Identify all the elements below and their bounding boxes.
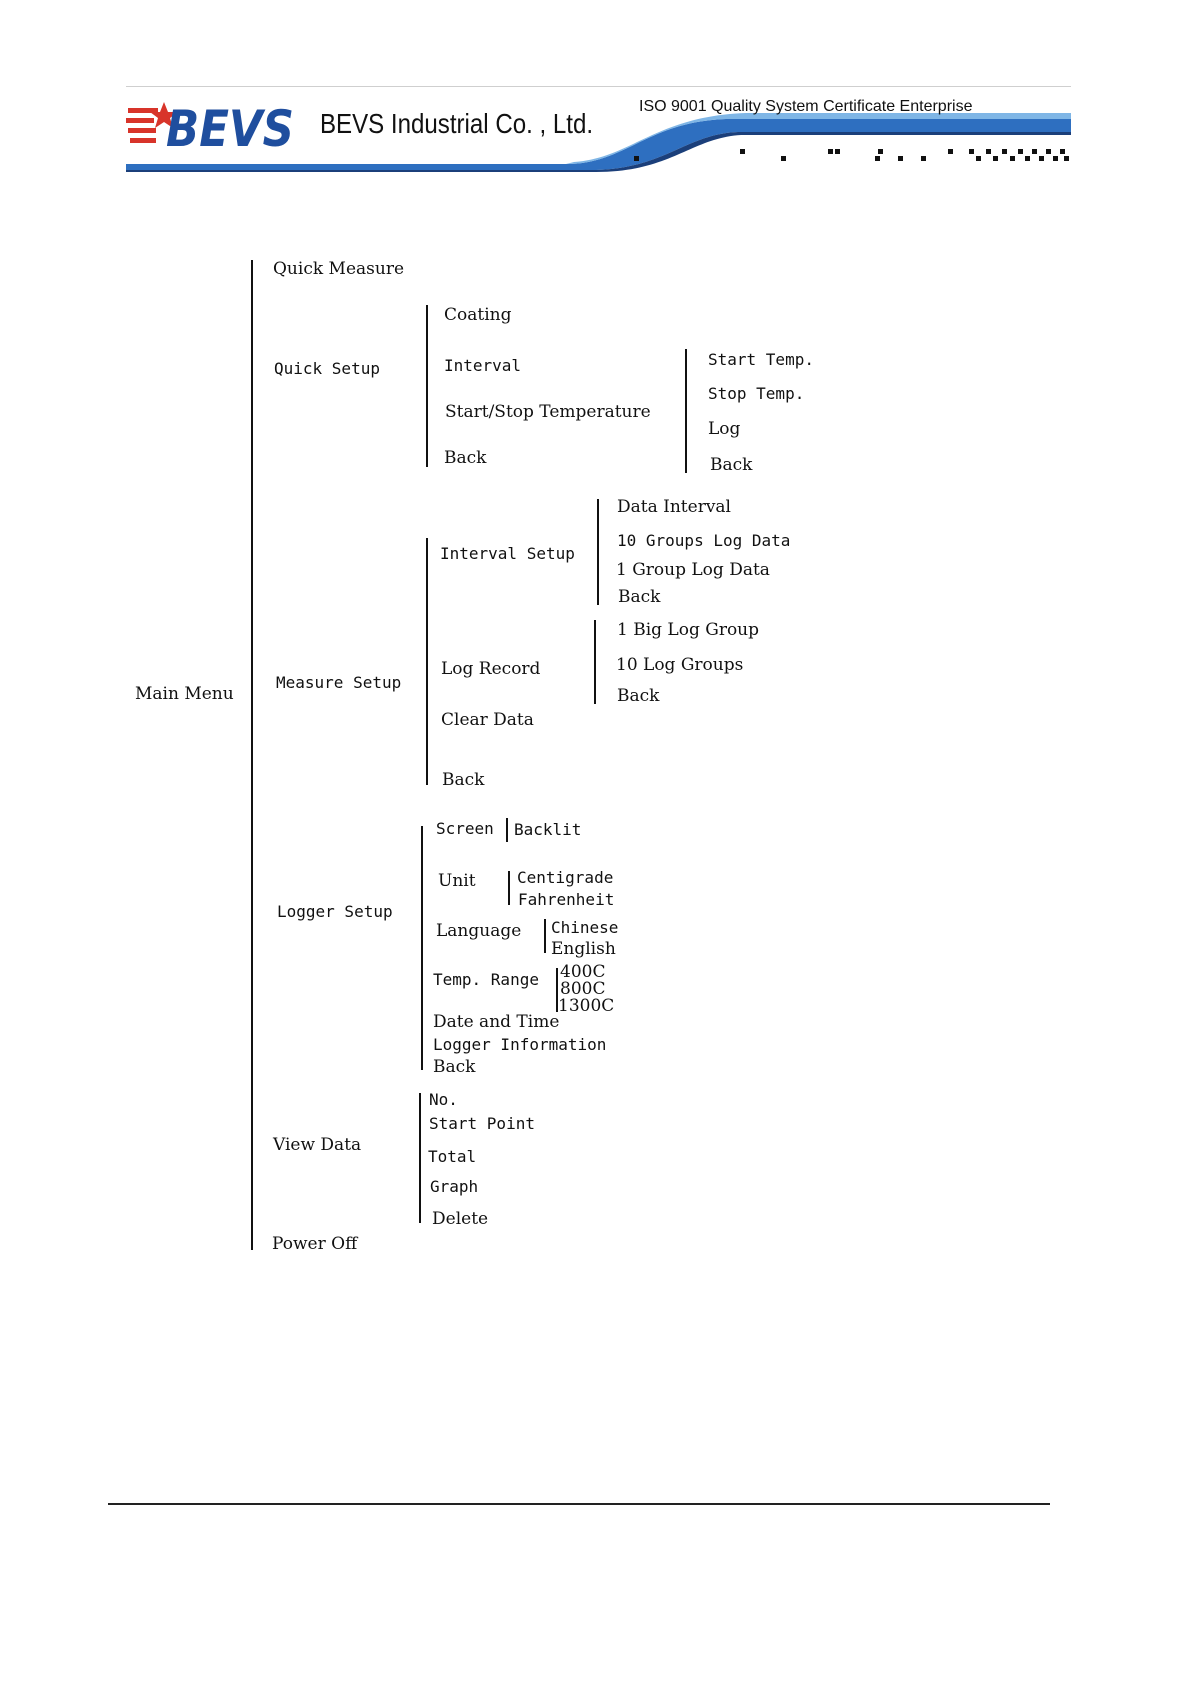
interval-setup-label: Interval Setup [440, 544, 575, 563]
chinese-label: Chinese [551, 918, 619, 937]
log-record-bracket [594, 620, 596, 704]
logger-setup-bracket [421, 826, 423, 1070]
view-data-bracket [419, 1093, 421, 1223]
start-temp-label: Start Temp. [708, 350, 814, 369]
start-point-label: Start Point [429, 1114, 535, 1133]
measure-setup-back-label: Back [442, 770, 485, 790]
language-label: Language [436, 921, 522, 941]
log-record-back-label: Back [617, 686, 660, 706]
stop-temp-label: Stop Temp. [708, 384, 805, 403]
clear-data-label: Clear Data [441, 710, 534, 730]
logo-text: BEVS [166, 100, 294, 158]
one-group-log-data-label: 1 Group Log Data [616, 560, 770, 580]
range-800c-label: 800C [560, 979, 606, 999]
power-off-label: Power Off [272, 1234, 358, 1254]
graph-label: Graph [430, 1177, 479, 1196]
iso-certification: ISO 9001 Quality System Certificate Enterprise [639, 98, 973, 115]
backlit-label: Backlit [514, 820, 582, 839]
logger-setup-back-label: Back [433, 1057, 476, 1077]
range-400c-label: 400C [560, 962, 606, 982]
start-stop-temperature-label: Start/Stop Temperature [445, 402, 651, 422]
coating-label: Coating [444, 305, 512, 325]
temp-range-label: Temp. Range [433, 970, 539, 989]
fahrenheit-label: Fahrenheit [518, 890, 615, 909]
delete-label: Delete [432, 1209, 489, 1229]
interval-label: Interval [444, 356, 522, 375]
unit-bracket [508, 871, 510, 905]
measure-setup-label: Measure Setup [276, 673, 402, 692]
main-menu-bracket [251, 260, 253, 1250]
log-record-label: Log Record [441, 659, 541, 679]
interval-setup-back-label: Back [618, 587, 661, 607]
language-bracket [544, 919, 546, 953]
data-interval-label: Data Interval [617, 497, 731, 517]
quick-setup-back-label: Back [444, 448, 487, 468]
company-name: BEVS Industrial Co. , Ltd. [320, 108, 594, 139]
screen-bracket [506, 818, 508, 842]
total-label: Total [428, 1147, 477, 1166]
centigrade-label: Centigrade [517, 868, 614, 887]
date-and-time-label: Date and Time [433, 1012, 560, 1032]
ten-log-groups-label: 10 Log Groups [616, 655, 744, 675]
english-label: English [551, 939, 616, 959]
quick-measure-label: Quick Measure [273, 259, 405, 279]
start-stop-back-label: Back [710, 455, 753, 475]
quick-setup-label: Quick Setup [274, 359, 380, 378]
letterhead [126, 86, 1071, 172]
interval-setup-bracket [597, 499, 599, 605]
unit-label: Unit [438, 871, 476, 891]
quick-setup-bracket [426, 305, 428, 467]
no-label: No. [429, 1090, 458, 1109]
footer-rule [108, 1503, 1050, 1505]
big-log-group-label: 1 Big Log Group [617, 620, 760, 640]
view-data-label: View Data [273, 1135, 362, 1155]
measure-setup-bracket [426, 538, 428, 785]
range-1300c-label: 1300C [558, 996, 615, 1016]
log-label: Log [708, 419, 741, 439]
main-menu-label: Main Menu [135, 684, 234, 704]
screen-label: Screen [436, 819, 494, 838]
bevs-logo [126, 98, 296, 158]
logger-setup-label: Logger Setup [277, 902, 393, 921]
logger-information-label: Logger Information [433, 1035, 607, 1054]
ten-groups-log-data-label: 10 Groups Log Data [617, 531, 791, 550]
start-stop-bracket [685, 349, 687, 473]
